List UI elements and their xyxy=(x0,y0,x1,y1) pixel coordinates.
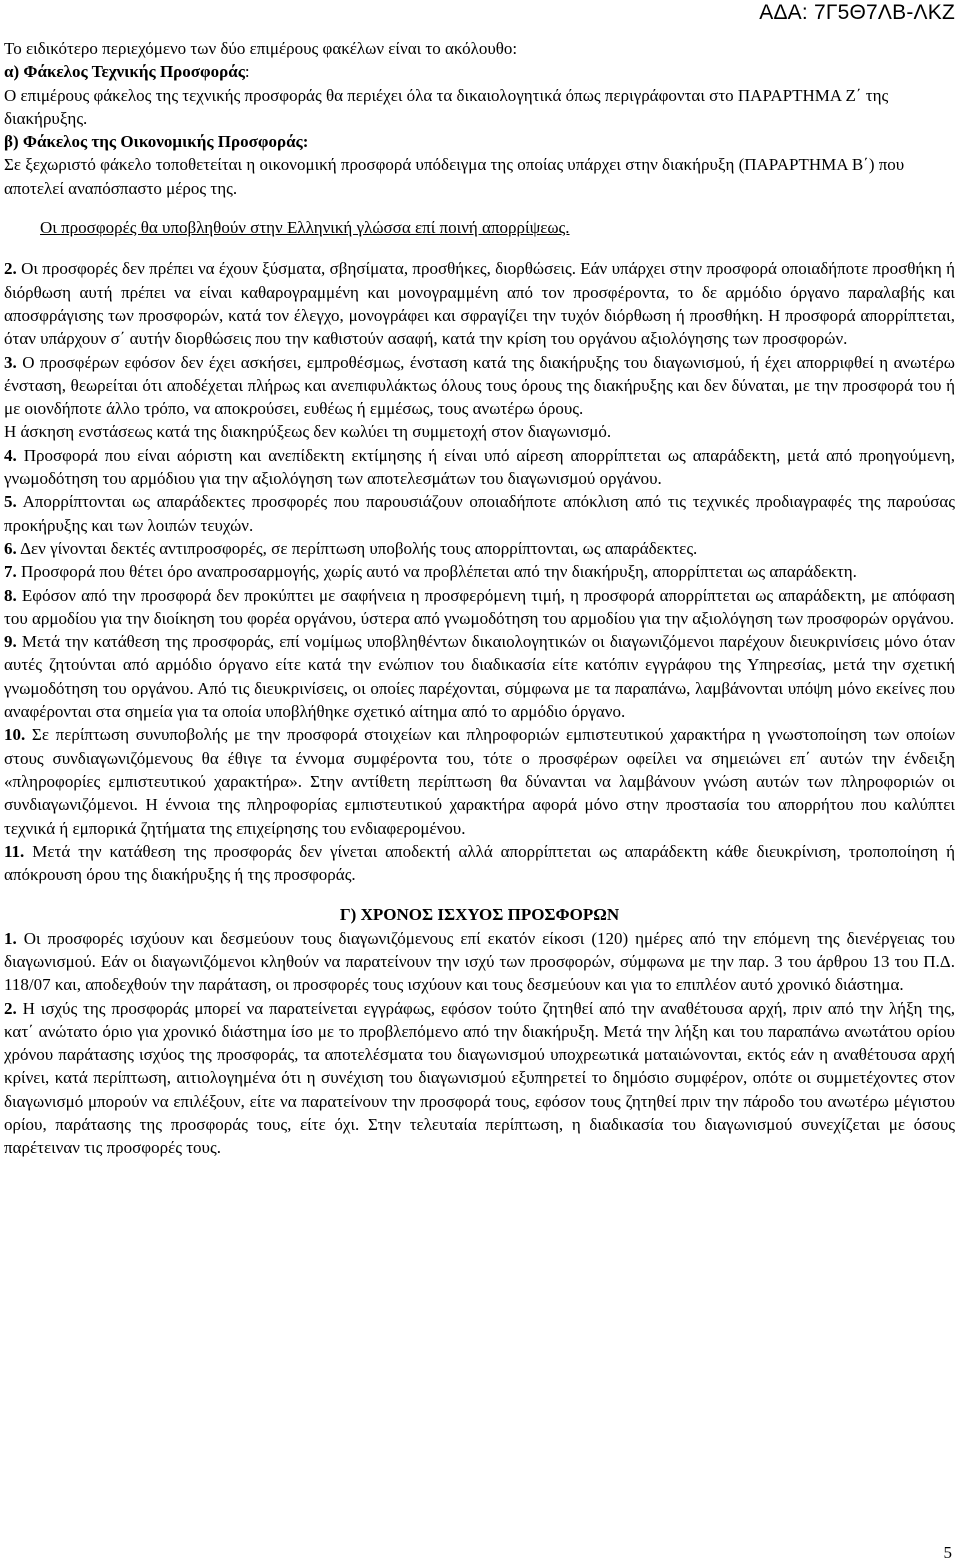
paragraph-text: Οι προσφορές ισχύουν και δεσμεύουν τους διαγωνιζόμενους επί εκατόν είκοσι (120) ημέρες από την επόμενη της διενέργειας του διαγωνισμού. Εάν οι διαγωνιζόμενοι κληθούν να παρατείνουν την ισχύ των προσφορών, σύμφωνα με την παρ. 3 του άρθρου 13 του Π.Δ. 118/07 και, αποδεχθούν την παράταση, οι προσφορές τους ισχύουν και τους δεσμεύουν και για το επιπλέον αυτό χρονικό διάστημα. xyxy=(4,928,955,995)
paragraph-number: 8. xyxy=(4,585,17,605)
paragraph-number: 6. xyxy=(4,538,17,558)
document-body xyxy=(4,37,955,1160)
paragraph-text: Η ισχύς της προσφοράς μπορεί να παρατείνεται εγγράφως, εφόσον τούτο ζητηθεί από την αναθέτουσα αρχή, πριν από την λήξη της, κατ΄ ανώτατο όριο για χρονικό διάστημα ίσο με το προβλεπόμενο από την διακήρυξη. Μετά την λήξη και του παραπάνω ανωτάτου ορίου χρόνου παράτασης ισχύος της προσφοράς, τα αποτελέσματα του διαγωνισμού υποχρεωτικά ματαιώνονται, εκτός εάν η αναθέτουσα αρχή κρίνει, κατά περίπτωση, αιτιολογημένα ότι η συνέχιση του διαγωνισμού εξυπηρετεί το δημόσιο συμφέρον, οπότε οι συμμετέχοντες στον διαγωνισμό μπορούν να επιλέξουν, είτε να παρατείνουν την προσφορά τους, εφόσον τους ζητηθεί πριν την πάροδο του ανωτέρω μέγιστου ορίου, παράτασης της προσφοράς τους, είτε όχι. Στην τελευταία περίπτωση, η διαδικασία του διαγωνισμού συνεχίζεται με όσους παρέτειναν τις προσφορές τους. xyxy=(4,998,955,1158)
numbered-paragraph xyxy=(4,997,955,1160)
numbered-paragraph xyxy=(4,723,955,839)
paragraph-text: Σε περίπτωση συνυποβολής με την προσφορά στοιχείων και πληροφοριών εμπιστευτικού χαρακτήρα η γνωστοποίηση των οποίων στους συνδιαγωνιζόμενους θα έθιγε τα έννομα συμφέροντα του, τότε ο προσφέρων οφείλει να σημειώνει επ΄ αυτών την ένδειξη «πληροφορίες εμπιστευτικού χαρακτήρα». Στην αντίθετη περίπτωση θα δύνανται να λαμβάνουν γνώση αυτών των πληροφοριών οι συνδιαγωνιζόμενοι. Η έννοια της πληροφορίας εμπιστευτικού χαρακτήρα αφορά μόνο στην προστασία του απορρήτου που καλύπτει τεχνικά ή εμπορικά ζητήματα της επιχείρησης του ενδιαφερομένου. xyxy=(4,725,955,838)
paragraph-text: Δεν γίνονται δεκτές αντιπροσφορές, σε περίπτωση υποβολής τους απορρίπτονται, ως απαράδεκτες. xyxy=(20,538,698,558)
paragraph-number: 5. xyxy=(4,492,17,512)
paragraph-number: 10. xyxy=(4,725,26,745)
paragraph-text: Ο προσφέρων εφόσον δεν έχει ασκήσει, εμπροθέσμως, ένσταση κατά της διακήρυξης του διαγωνισμού, ή έχει απορριφθεί η ανωτέρω ένσταση, θεωρείται ότι αποδέχεται πλήρως και ανεπιφυλάκτως όλους τους όρους της διακήρυξης και δεν δύναται, με την προσφορά του ή με οιονδήποτε άλλο τρόπο, να αποκρούσει, ευθέως ή εμμέσως, τους ανωτέρω όρους. xyxy=(4,352,956,419)
paragraph-text: Μετά την κατάθεση της προσφοράς, επί νομίμως υποβληθέντων δικαιολογητικών οι διαγωνιζόμενοι παρέχουν διευκρινίσεις μόνο όταν αυτές ζητούνται από αρμόδιο όργανο είτε κατά την ενώπιον του διαδικασία είτε κατόπιν εγγράφου της Υπηρεσίας, μετά την σχετική γνωμοδότηση του οργάνου. Από τις διευκρινίσεις, οι οποίες παρέχονται, σύμφωνα με τα παραπάνω, λαμβάνονται υπόψη μόνο εκείνες που αναφέρονται στα σημεία για τα οποία υποβλήθηκε σχετικό αίτημα από το αρμόδιο όργανο. xyxy=(4,632,956,722)
numbered-paragraph xyxy=(4,490,955,537)
numbered-paragraph xyxy=(4,351,955,421)
numbered-paragraph xyxy=(4,257,955,350)
numbered-paragraph xyxy=(4,560,955,583)
page-number: 5 xyxy=(943,1543,952,1562)
paragraph-text: Μετά την κατάθεση της προσφοράς δεν γίνεται αποδεκτή αλλά απορρίπτεται ως απαράδεκτη κάθε διευκρίνιση, τροποποίηση ή απόκρουση όρου της διακήρυξης ή της προσφοράς. xyxy=(4,841,955,885)
items-list xyxy=(4,257,955,886)
tech-colon: : xyxy=(244,62,250,82)
paragraph-text: Προσφορά που είναι αόριστη και ανεπίδεκτη εκτίμησης ή είναι υπό αίρεση απορρίπτεται ως απαράδεκτη, μετά από προηγούμενη, γνωμοδότηση του αρμόδιου για την αξιολόγηση των αποτελεσμάτων του διαγωνισμού οργάνου. xyxy=(4,445,955,489)
numbered-paragraph xyxy=(4,840,955,887)
numbered-paragraph xyxy=(4,927,955,997)
paragraph-extra: Η άσκηση ενστάσεως κατά της διακηρύξεως δεν κωλύει τη συμμετοχή στον διαγωνισμό. xyxy=(4,422,612,442)
paragraph-number: 2. xyxy=(4,998,17,1018)
paragraph-text: Προσφορά που θέτει όρο αναπροσαρμογής, χωρίς αυτό να προβλέπεται από την διακήρυξη, απορρίπτεται ως απαράδεκτη. xyxy=(21,562,857,582)
numbered-paragraph xyxy=(4,584,955,631)
paragraph-text: Οι προσφορές δεν πρέπει να έχουν ξύσματα, σβησίματα, προσθήκες, διορθώσεις. Εάν υπάρχει στην προσφορά οποιαδήποτε προσθήκη ή διόρθωση αυτή πρέπει να είναι καθαρογραμμένη και μονογραμμένη από τον προσφέροντα, το δε αρμόδιο όργανο παραλαβής και αποσφράγισης των προσφορών, κατά τον έλεγχο, μονογράφει και σφραγίζει την τυχόν διόρθωση ή προσθήκη. Η προσφορά απορρίπτεται, όταν υπάρχουν σ΄ αυτήν διορθώσεις που την καθιστούν ασαφή, κατά την κρίση του οργάνου αξιολόγησης των προσφορών. xyxy=(4,259,955,349)
paragraph-number: 9. xyxy=(4,632,17,652)
tech-paragraph: Ο επιμέρους φάκελος της τεχνικής προσφοράς θα περιέχει όλα τα δικαιολογητικά όπως περιγράφονται στο ΠΑΡΑΡΤΗΜΑ Ζ΄ της διακήρυξης. xyxy=(4,85,889,128)
numbered-paragraph xyxy=(4,444,955,491)
intro-line: Το ειδικότερο περιεχόμενο των δύο επιμέρους φακέλων είναι το ακόλουθο: xyxy=(4,39,518,58)
language-note: Οι προσφορές θα υποβληθούν στην Ελληνική γλώσσα επί ποινή απορρίψεως. xyxy=(40,218,570,238)
paragraph-number: 1. xyxy=(4,928,17,948)
numbered-paragraph xyxy=(4,537,955,560)
paragraph-number: 7. xyxy=(4,562,17,582)
paragraph-number: 2. xyxy=(4,259,17,279)
paragraph-text: Απορρίπτονται ως απαράδεκτες προσφορές που παρουσιάζουν οποιαδήποτε απόκλιση από τις τεχνικές προδιαγραφές της παρούσας προκήρυξης και των λοιπών τευχών. xyxy=(4,492,956,535)
section-c-items xyxy=(4,927,955,1160)
numbered-paragraph xyxy=(4,630,955,723)
tech-heading xyxy=(4,60,955,83)
paragraph-number: 4. xyxy=(4,445,17,465)
document-code: ΑΔΑ: 7Γ5Θ7ΛΒ-ΛΚΖ xyxy=(759,1,955,24)
paragraph-number: 11. xyxy=(4,841,25,861)
fin-paragraph: Σε ξεχωριστό φάκελο τοποθετείται η οικονομική προσφορά υπόδειγμα της οποίας υπάρχει στην διακήρυξη (ΠΑΡΑΡΤΗΜΑ Β΄) που αποτελεί αναπόσπαστο μέρος της. xyxy=(4,155,905,198)
tech-title: α) Φάκελος Τεχνικής Προσφοράς xyxy=(4,62,245,82)
section-c-title: Γ) ΧΡΟΝΟΣ ΙΣΧΥΟΣ ΠΡΟΣΦΟΡΩΝ xyxy=(339,905,620,925)
paragraph-text: Εφόσον από την προσφορά δεν προκύπτει με σαφήνεια η προσφερόμενη τιμή, η προσφορά απορρίπτεται ως απαράδεκτη, με απόφαση του αρμοδίου για την διοίκηση του φορέα οργάνου, ύστερα από γνωμοδότηση του αρμοδίου για την αξιολόγηση των προσφορών οργάνου. xyxy=(4,585,955,628)
paragraph-number: 3. xyxy=(4,352,17,372)
fin-heading: β) Φάκελος της Οικονομικής Προσφοράς: xyxy=(4,132,309,152)
